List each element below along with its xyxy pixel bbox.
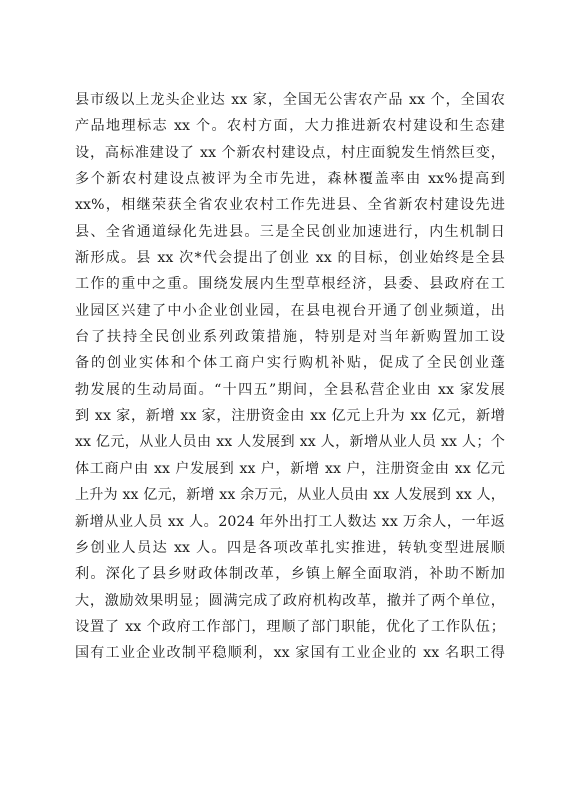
text-line: 多个新农村建设点被评为全市先进，森林覆盖率由 xx%提高到 xyxy=(75,171,505,188)
body-paragraph xyxy=(75,87,505,667)
text-line: 备的创业实体和个体工商户实行购机补贴，促成了全民创业蓬 xyxy=(75,355,505,372)
text-line: 县市级以上龙头企业达 xx 家，全国无公害农产品 xx 个，全国农 xyxy=(75,92,505,108)
text-line: 设，高标准建设了 xx 个新农村建设点，村庄面貌发生悄然巨变， xyxy=(75,144,505,161)
text-line: 国有工业企业改制平稳顺利，xx 家国有工业企业的 xx 名职工得 xyxy=(75,645,505,662)
text-line: 新增从业人员 xx 人。2024 年外出打工人数达 xx 万余人，一年返 xyxy=(75,513,505,530)
text-line: 渐形成。县 xx 次*代会提出了创业 xx 的目标，创业始终是全县 xyxy=(75,250,505,267)
text-line: 台了扶持全民创业系列政策措施，特别是对当年新购置加工设 xyxy=(75,329,505,346)
text-line: 到 xx 家，新增 xx 家，注册资金由 xx 亿元上升为 xx 亿元，新增 xyxy=(75,408,505,425)
text-line: 大，激励效果明显；圆满完成了政府机构改革，撤并了两个单位， xyxy=(75,592,505,609)
text-line: 县、全省通道绿化先进县。三是全民创业加速进行，内生机制日 xyxy=(75,223,505,240)
text-line: 工作的重中之重。围绕发展内生型草根经济，县委、县政府在工 xyxy=(75,276,505,293)
text-line: 乡创业人员达 xx 人。四是各项改革扎实推进，转轨变型进展顺 xyxy=(75,539,505,556)
text-line: 体工商户由 xx 户发展到 xx 户，新增 xx 户，注册资金由 xx 亿元 xyxy=(75,460,505,477)
text-line: xx 亿元，从业人员由 xx 人发展到 xx 人，新增从业人员 xx 人；个 xyxy=(75,434,505,451)
text-line: 利。深化了县乡财政体制改革，乡镇上解全面取消，补助不断加 xyxy=(75,566,505,583)
text-line: 业园区兴建了中小企业创业园，在县电视台开通了创业频道，出 xyxy=(75,302,505,319)
text-line: 产品地理标志 xx 个。农村方面，大力推进新农村建设和生态建 xyxy=(75,118,505,135)
text-line: 设置了 xx 个政府工作部门，理顺了部门职能，优化了工作队伍； xyxy=(75,618,505,635)
text-line: 上升为 xx 亿元，新增 xx 余万元，从业人员由 xx 人发展到 xx 人， xyxy=(75,487,505,504)
text-line: xx%，相继荣获全省农业农村工作先进县、全省新农村建设先进 xyxy=(75,197,505,214)
text-line: 勃发展的生动局面。“十四五”期间，全县私营企业由 xx 家发展 xyxy=(75,381,505,398)
